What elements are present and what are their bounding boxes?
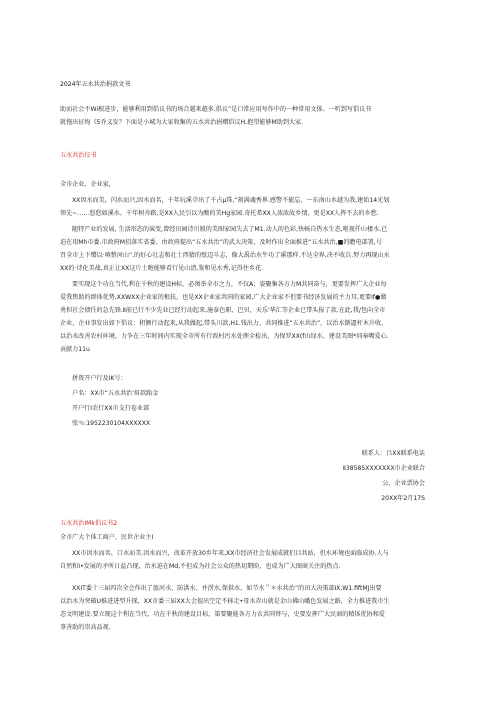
signature-date: 20XX年2月17S bbox=[381, 495, 425, 502]
paragraph-line: 贡献力11u bbox=[60, 346, 90, 353]
paragraph-line: 态文明建设.要立现这个利在当代、功在千秋的建设目标，第要聚能各方力衣共同替与，史要发挥广大民商的精体优协和爱 bbox=[60, 611, 385, 618]
paragraph-line: 领先~……悠悠如溪水，千年树舟路,是XX人民引以为酸的美Hg家园.奇托希XX人浓浓故乡情，更是XX人挥不去的乡愁. bbox=[60, 210, 379, 217]
paragraph-line: 召全市上下缨以·嗔整河山”.的好心壮志和壮士西猜的壁迈斗志，像大禹治水牛功了溪那样.不达全界,决不收兵.努力再现山水 bbox=[60, 252, 390, 259]
paragraph-line: 迫在用Mh市委.市政府M招落实省委、由政府提出“五水共治”的武大决策，及时作出全面推进“五水共治,■的瞻电部署,号 bbox=[60, 239, 382, 246]
paragraph-line: XX因水而美，闪水而兴,因水而名，千年玩溪孕出了千占μ珠,“刻满魂秀界.感警不能忘，～东南山水越为我,建始14光划 bbox=[72, 197, 390, 204]
account-bank: 开户行Ⅰ农行XX市支行卷业部 bbox=[72, 405, 150, 412]
greeting: 全市企业、企业家， bbox=[60, 181, 115, 188]
intro-line-2: 就拖出征悔《5乔义发？下面是小城为大家收集的五水共治捐赠倡议H,抱望能够M助到大家. bbox=[60, 119, 304, 126]
section1-heading: 五水共治仪书 bbox=[60, 152, 97, 159]
paragraph-line: 企业、企业事发出如下倡议：积侧行动起来,从我做起,带头川款,H1.钱出力，共同推进“五水共治”，以治水倒逼杆木升收， bbox=[60, 320, 388, 327]
paragraph-line: 自然和I•发展的矛所日益凸现，治水迫在Md,不但成为社会公众的热切期盼，也成为广大图商关注的热点. bbox=[60, 563, 341, 570]
paragraph-line: 以治水为突破U推进进型升探，XX市委三届XX大会提出空定不移走•母水赤山就是金山佛山峨色发展之路，全力推进我市生 bbox=[60, 598, 390, 605]
page-title: 2024年五水共治捐款文书 bbox=[60, 81, 131, 88]
paragraph-line: XX市因水而名，口水而美.因水而兴，改革开放30乡年来,XX市经济社会发展成就们目共站，但水环境也面临成协.人与 bbox=[72, 550, 389, 557]
paragraph-line: 要实现这个功在当代,利在千秋的建设H标，必须举全市之力，不仅A；姿聚集各方力M共同奋与，更要发挥广大企业每 bbox=[72, 281, 387, 288]
account-number: 张％:1952230104XXXXXX bbox=[72, 420, 151, 427]
section2-heading: 五水共治IMk倡议书2 bbox=[60, 520, 118, 527]
intro-line-1: 助而社会不Wi根进步，能够利用到倡议书的场合越来越多,倡议”是口常应用写作中的一种常用文体。一听到写倡议书 bbox=[60, 106, 372, 113]
paragraph-line: 随特产业的发展, 生活形态的演变,曾经田园诗川般的美图家园失去了M1.动人的色彩,快畅自热水生态,呕视仟山楼水.已 bbox=[72, 226, 388, 233]
paragraph-line: 事善助的崇高品视. bbox=[60, 624, 111, 631]
account-label: 拼资开户行及IK号： bbox=[72, 375, 127, 382]
paragraph-line: 勇担社会债任的急先锋.Ⅱ前已行不少先业已经行动起来,施泰色职、巴贝、天乐'华汇等企业已带头报了款.在此,我/包向全市 bbox=[60, 307, 386, 314]
greeting: 全市广大个体工商户、民世企业主I bbox=[60, 534, 154, 541]
signature-contact: 联系人：吕XX联系电话 bbox=[361, 450, 425, 457]
paragraph-line: 以治水改善农村环境，力争在三年时间内实现全市所有行政村污水处理全检出，为保罗XX(f山绿水、建设美图*同奉噶爱心. bbox=[60, 333, 389, 340]
signature-org: Ⅱ38585XXXXXXX市企业联合 bbox=[342, 465, 425, 472]
paragraph-line: XX的·诗化美战,真正让XX这片土跑能够看行见山清,鉴和见水秀,记得住乡花. bbox=[60, 265, 264, 272]
account-name: 户名：XX市“五水共治'眉款跆金 bbox=[72, 390, 159, 397]
signature-dept: 公、企业票协会 bbox=[382, 480, 425, 487]
paragraph-line: XXIT委十三届四次全会作出了旅河水，防洪水、并涝水,保供水、如节水＂＊水共治”的田大决策部Ⅸ,W1.fiftMJ出要 bbox=[72, 585, 382, 592]
paragraph-line: 爱我焦助的群体优势,XXWXX企业家的根扶，也是XX企业家共同的家园,广大企业家不但要书经济发展的主力耳,更要If●做 bbox=[60, 294, 387, 301]
